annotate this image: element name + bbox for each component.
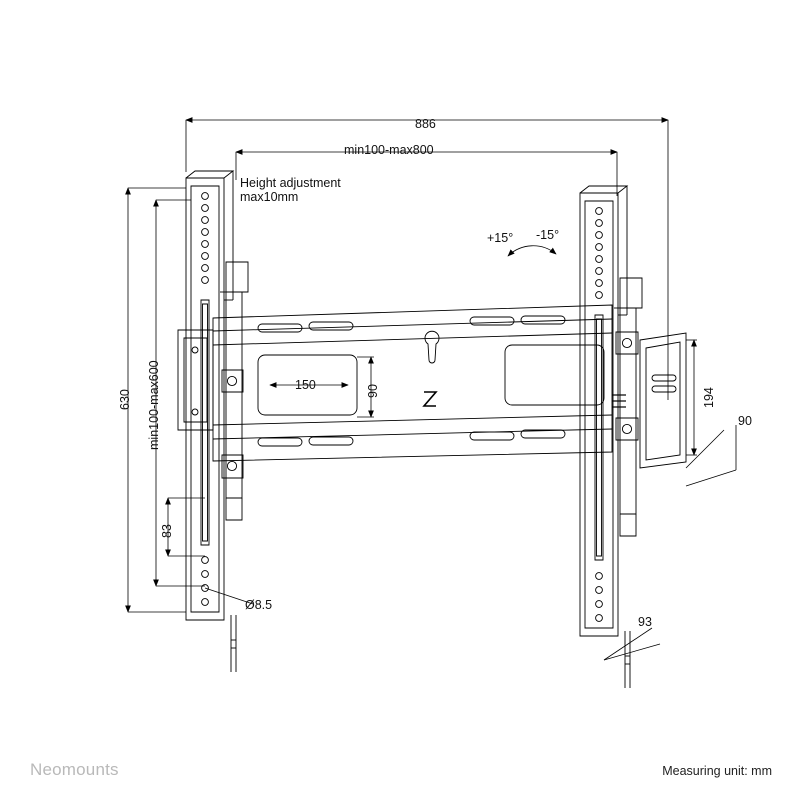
annotation-tilt-positive: +15° (487, 231, 514, 245)
main-rail (213, 305, 612, 461)
dimension-label-886: 886 (415, 117, 436, 131)
dimension-label-630: 630 (118, 389, 132, 410)
dimension-label-90-offset: 90 (738, 414, 752, 428)
dimension-label-150: 150 (295, 378, 316, 392)
annotation-height-adjustment-line1: Height adjustment (240, 176, 341, 190)
dimension-label-83: 83 (160, 524, 174, 538)
right-tilt-bracket (612, 278, 686, 536)
dimension-label-194: 194 (702, 387, 716, 408)
dimension-label-93: 93 (638, 615, 652, 629)
annotation-height-adjustment-line2: max10mm (240, 190, 299, 204)
right-wall-plate (580, 186, 630, 688)
dimension-label-hole-diameter: Ø8.5 (245, 598, 273, 612)
dimension-label-90-plate: 90 (366, 384, 380, 398)
brand-logo: Neomounts (30, 760, 119, 779)
measuring-unit-note: Measuring unit: mm (662, 764, 772, 778)
left-wall-plate (186, 171, 236, 672)
dimension-label-vesa-vertical: min100-max600 (147, 360, 161, 450)
dimension-label-vesa-horizontal: min100-max800 (344, 143, 434, 157)
left-tilt-bracket (178, 262, 248, 520)
annotation-tilt-negative: -15° (536, 228, 560, 242)
